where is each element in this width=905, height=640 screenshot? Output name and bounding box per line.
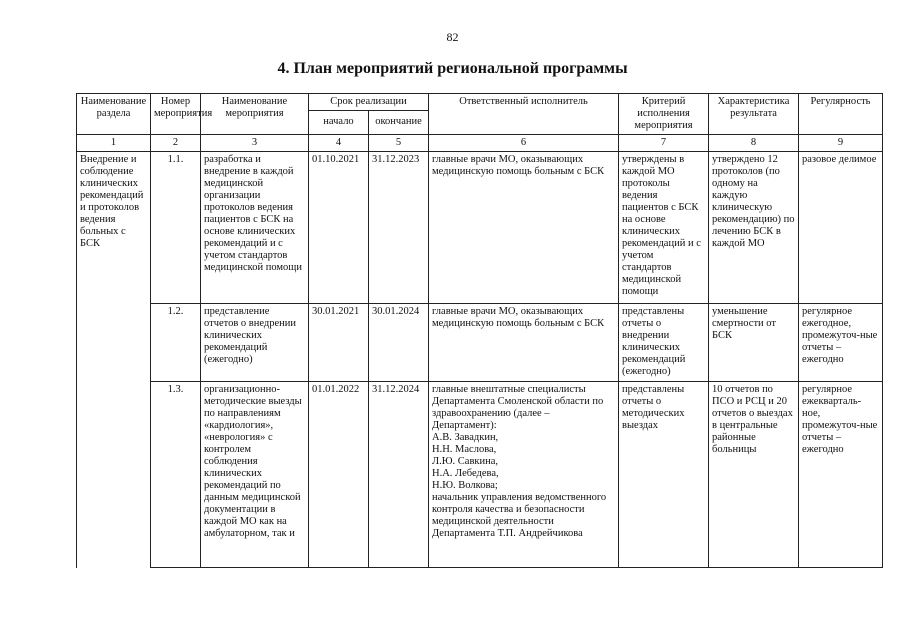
event-number: 1.1. — [151, 152, 201, 304]
header-end: окончание — [369, 111, 429, 135]
column-number: 6 — [429, 135, 619, 152]
responsible-line: Л.Ю. Савкина, — [432, 456, 499, 467]
column-number: 2 — [151, 135, 201, 152]
table-row — [77, 382, 883, 568]
header-responsible: Ответственный исполнитель — [429, 94, 619, 135]
responsible-line: Н.Ю. Волкова; — [432, 480, 498, 491]
event-start: 01.10.2021 — [309, 152, 369, 304]
column-number: 1 — [77, 135, 151, 152]
header-row-top — [77, 94, 883, 111]
header-regularity: Регулярность — [799, 94, 883, 135]
event-responsible: главные врачи МО, оказывающих медицинскую помощь больным с БСК — [429, 304, 619, 382]
responsible-line: Н.Н. Маслова, — [432, 444, 497, 455]
column-number: 7 — [619, 135, 709, 152]
event-start: 01.01.2022 — [309, 382, 369, 568]
header-criterion: Критерий исполнения мероприятия — [619, 94, 709, 135]
header-event-name: Наименование мероприятия — [201, 94, 309, 135]
section-name-cell: Внедрение и соблюдение клинических рекомендаций и протоколов ведения больных с БСК — [77, 152, 151, 568]
event-responsible — [429, 382, 619, 568]
header-section: Наименование раздела — [77, 94, 151, 135]
event-regularity: регулярное ежекварталь-ное, промежуточ-ные отчеты – ежегодно — [799, 382, 883, 568]
responsible-line: начальник управления ведомственного контроля качества и безопасности медицинской деятельности Департамента Т.П. Андрейчикова — [432, 492, 607, 539]
event-name: представление отчетов о внедрении клинических рекомендаций (ежегодно) — [201, 304, 309, 382]
column-numbers-row — [77, 135, 883, 152]
responsible-line: Н.А. Лебедева, — [432, 468, 499, 479]
header-period: Срок реализации — [309, 94, 429, 111]
event-result: 10 отчетов по ПСО и РСЦ и 20 отчетов о выездах в центральные районные больницы — [709, 382, 799, 568]
event-criterion: представлены отчеты о внедрении клинических рекомендаций (ежегодно) — [619, 304, 709, 382]
event-result: уменьшение смертности от БСК — [709, 304, 799, 382]
event-responsible: главные врачи МО, оказывающих медицинскую помощь больным с БСК — [429, 152, 619, 304]
event-number: 1.2. — [151, 304, 201, 382]
program-plan-table — [76, 93, 883, 568]
document-title: 4. План мероприятий региональной программы — [277, 60, 628, 77]
responsible-line: А.В. Завадкин, — [432, 432, 499, 443]
event-end: 31.12.2024 — [369, 382, 429, 568]
column-number: 3 — [201, 135, 309, 152]
column-number: 4 — [309, 135, 369, 152]
responsible-line: главные внештатные специалисты Департамента Смоленской области по здравоохранению (далее – Департамент): — [432, 384, 604, 431]
event-end: 31.12.2023 — [369, 152, 429, 304]
column-number: 5 — [369, 135, 429, 152]
event-end: 30.01.2024 — [369, 304, 429, 382]
event-start: 30.01.2021 — [309, 304, 369, 382]
table-row — [77, 304, 883, 382]
event-name: организационно-методические выезды по направлениям «кардиология», «неврология» с контролем соблюдения клинических рекомендаций по данным медицинской документации в каждой МО как на амбулаторном, так и — [201, 382, 309, 568]
event-number: 1.3. — [151, 382, 201, 568]
header-result: Характеристика результата — [709, 94, 799, 135]
event-result: утверждено 12 протоколов (по одному на каждую клиническую рекомендацию) по лечению БСК в каждой МО — [709, 152, 799, 304]
table-row — [77, 152, 883, 304]
event-name: разработка и внедрение в каждой медицинской организации протоколов ведения пациентов с БСК на основе клинических рекомендаций и с учетом стандартов медицинской помощи — [201, 152, 309, 304]
column-number: 9 — [799, 135, 883, 152]
event-criterion: утверждены в каждой МО протоколы ведения пациентов с БСК на основе клинических рекомендаций и с учетом стандартов медицинской помощи — [619, 152, 709, 304]
header-start: начало — [309, 111, 369, 135]
event-regularity: разовое делимое — [799, 152, 883, 304]
page-number: 82 — [446, 30, 459, 44]
event-regularity: регулярное ежегодное, промежуточ-ные отчеты – ежегодно — [799, 304, 883, 382]
header-event-number: Номер мероприятия — [151, 94, 201, 135]
event-criterion: представлены отчеты о методических выездах — [619, 382, 709, 568]
column-number: 8 — [709, 135, 799, 152]
